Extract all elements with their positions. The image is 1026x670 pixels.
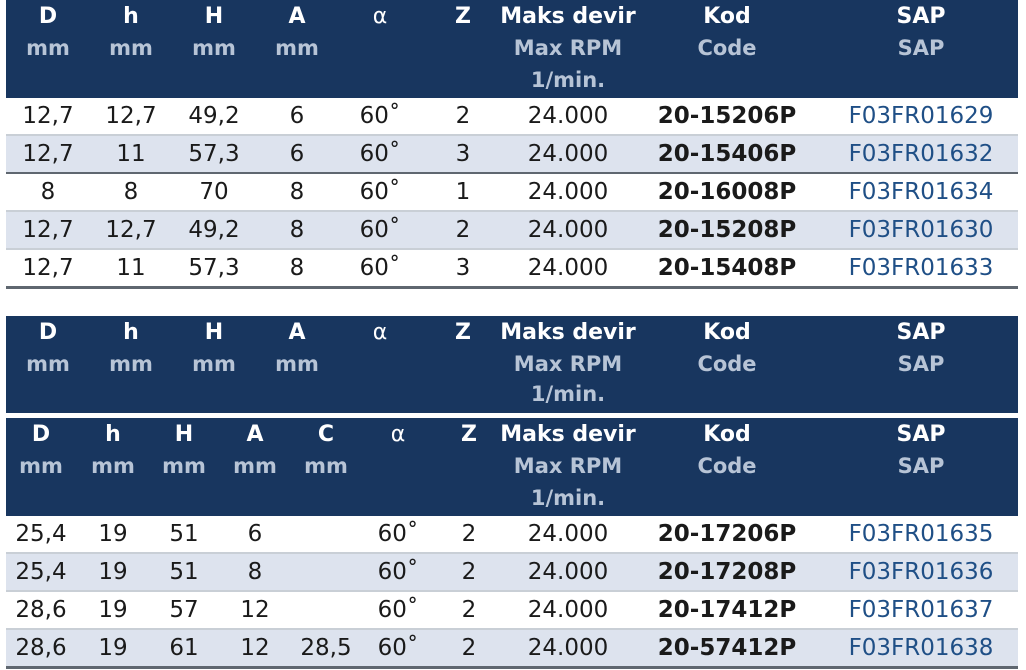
col-unit-h: mm [91, 454, 135, 478]
cell-H: 57 [169, 597, 199, 623]
col-header-code-en: Code [697, 352, 757, 376]
cell-code: 20-17208P [657, 559, 797, 585]
cell-Z: 2 [461, 597, 477, 623]
table-2 [6, 316, 1018, 669]
col-unit-h: mm [109, 36, 153, 60]
cell-rpm: 24.000 [527, 179, 609, 205]
col-header-sap-tr: SAP [896, 422, 946, 447]
cell-sap: F03FR01636 [848, 559, 994, 585]
col-header-H: H [204, 320, 224, 345]
cell-D: 28,6 [15, 635, 67, 661]
cell-rpm: 24.000 [527, 141, 609, 167]
col-header-sap-tr: SAP [896, 320, 946, 345]
col-header-A: A [288, 320, 306, 345]
col-header-rpm-tr: Maks devir [500, 422, 636, 447]
cell-alpha: 60˚ [377, 597, 419, 623]
cell-D: 8 [40, 179, 56, 205]
cell-sap: F03FR01629 [848, 103, 994, 129]
col-unit-rpm: 1/min. [530, 68, 606, 92]
col-header-Z: Z [455, 4, 471, 29]
col-header-D: D [31, 422, 51, 447]
col-unit-D: mm [26, 352, 70, 376]
col-header-rpm-en: Max RPM [513, 36, 623, 60]
cell-code: 20-57412P [657, 635, 797, 661]
col-header-code-tr: Kod [703, 320, 751, 345]
cell-Z: 3 [455, 255, 471, 281]
cell-Z: 3 [455, 141, 471, 167]
cell-h: 8 [123, 179, 139, 205]
col-unit-H: mm [192, 352, 236, 376]
cell-sap: F03FR01634 [848, 179, 994, 205]
col-header-rpm-tr: Maks devir [500, 320, 636, 345]
cell-h: 19 [98, 635, 128, 661]
cell-D: 25,4 [15, 559, 67, 585]
col-header-h: h [105, 422, 121, 447]
cell-H: 61 [169, 635, 199, 661]
col-header-D: D [38, 4, 58, 29]
table-1-body [6, 98, 1018, 289]
cell-h: 19 [98, 521, 128, 547]
col-unit-H: mm [192, 36, 236, 60]
col-header-rpm-en: Max RPM [513, 454, 623, 478]
col-unit-D: mm [26, 36, 70, 60]
cell-sap: F03FR01632 [848, 141, 994, 167]
cell-H: 51 [169, 559, 199, 585]
cell-H: 57,3 [188, 255, 240, 281]
cell-alpha: 60˚ [377, 559, 419, 585]
table-row [6, 592, 1018, 630]
cell-H: 49,2 [188, 103, 240, 129]
col-header-alpha: α [372, 320, 388, 345]
cell-A: 12 [240, 635, 270, 661]
col-header-h: h [123, 320, 139, 345]
cell-A: 12 [240, 597, 270, 623]
cell-h: 12,7 [105, 217, 157, 243]
col-unit-A: mm [233, 454, 277, 478]
table-row [6, 174, 1018, 212]
cell-h: 11 [116, 141, 146, 167]
cell-code: 20-17206P [657, 521, 797, 547]
cell-D: 12,7 [22, 141, 74, 167]
cell-code: 20-15408P [657, 255, 797, 281]
cell-H: 49,2 [188, 217, 240, 243]
cell-h: 12,7 [105, 103, 157, 129]
table-row [6, 136, 1018, 174]
col-unit-h: mm [109, 352, 153, 376]
table-2-body [6, 516, 1018, 669]
cell-alpha: 60˚ [377, 635, 419, 661]
cell-Z: 2 [461, 521, 477, 547]
cell-A: 6 [247, 521, 263, 547]
table-2-header-a [6, 316, 1018, 413]
cell-alpha: 60˚ [359, 217, 401, 243]
col-header-H: H [174, 422, 194, 447]
cell-sap: F03FR01633 [848, 255, 994, 281]
cell-code: 20-15208P [657, 217, 797, 243]
cell-alpha: 60˚ [359, 141, 401, 167]
cell-h: 11 [116, 255, 146, 281]
cell-D: 28,6 [15, 597, 67, 623]
col-unit-C: mm [304, 454, 348, 478]
cell-code: 20-15206P [657, 103, 797, 129]
table-row [6, 250, 1018, 289]
table-row [6, 516, 1018, 554]
cell-Z: 2 [461, 559, 477, 585]
col-header-code-en: Code [697, 36, 757, 60]
col-header-sap-en: SAP [897, 454, 945, 478]
col-unit-H: mm [162, 454, 206, 478]
cell-sap: F03FR01637 [848, 597, 994, 623]
cell-Z: 2 [455, 217, 471, 243]
cell-D: 12,7 [22, 217, 74, 243]
col-header-sap-en: SAP [897, 352, 945, 376]
table-row [6, 554, 1018, 592]
cell-alpha: 60˚ [359, 179, 401, 205]
cell-A: 6 [289, 103, 305, 129]
cell-A: 8 [289, 217, 305, 243]
col-header-code-tr: Kod [703, 422, 751, 447]
col-header-D: D [38, 320, 58, 345]
col-unit-rpm: 1/min. [530, 486, 606, 510]
cell-h: 19 [98, 559, 128, 585]
cell-sap: F03FR01638 [848, 635, 994, 661]
col-header-sap-en: SAP [897, 36, 945, 60]
cell-H: 70 [199, 179, 229, 205]
col-header-C: C [317, 422, 335, 447]
cell-Z: 2 [455, 103, 471, 129]
cell-H: 51 [169, 521, 199, 547]
cell-C: 28,5 [300, 635, 352, 661]
cell-Z: 1 [455, 179, 471, 205]
cell-D: 12,7 [22, 103, 74, 129]
col-header-Z: Z [455, 320, 471, 345]
table-row [6, 630, 1018, 669]
cell-A: 8 [289, 255, 305, 281]
cell-rpm: 24.000 [527, 597, 609, 623]
table-1-header [6, 0, 1018, 98]
cell-A: 8 [247, 559, 263, 585]
col-header-A: A [288, 4, 306, 29]
col-header-A: A [246, 422, 264, 447]
cell-D: 12,7 [22, 255, 74, 281]
cell-sap: F03FR01630 [848, 217, 994, 243]
col-unit-A: mm [275, 36, 319, 60]
cell-alpha: 60˚ [359, 103, 401, 129]
cell-alpha: 60˚ [359, 255, 401, 281]
col-header-alpha: α [390, 422, 406, 447]
cell-A: 6 [289, 141, 305, 167]
cell-rpm: 24.000 [527, 635, 609, 661]
cell-h: 19 [98, 597, 128, 623]
cell-A: 8 [289, 179, 305, 205]
cell-rpm: 24.000 [527, 103, 609, 129]
col-unit-rpm: 1/min. [530, 382, 606, 406]
cell-code: 20-16008P [657, 179, 797, 205]
cell-Z: 2 [461, 635, 477, 661]
cell-H: 57,3 [188, 141, 240, 167]
col-header-h: h [123, 4, 139, 29]
col-header-Z: Z [461, 422, 477, 447]
col-header-H: H [204, 4, 224, 29]
cell-rpm: 24.000 [527, 217, 609, 243]
table-row [6, 212, 1018, 250]
col-header-alpha: α [372, 4, 388, 29]
cell-D: 25,4 [15, 521, 67, 547]
cell-alpha: 60˚ [377, 521, 419, 547]
table-2-header-b [6, 418, 1018, 516]
cell-sap: F03FR01635 [848, 521, 994, 547]
col-header-code-tr: Kod [703, 4, 751, 29]
col-header-rpm-en: Max RPM [513, 352, 623, 376]
cell-rpm: 24.000 [527, 255, 609, 281]
col-unit-D: mm [19, 454, 63, 478]
cell-rpm: 24.000 [527, 521, 609, 547]
col-unit-A: mm [275, 352, 319, 376]
cell-code: 20-17412P [657, 597, 797, 623]
table-row [6, 98, 1018, 136]
table-1 [6, 0, 1018, 289]
col-header-sap-tr: SAP [896, 4, 946, 29]
col-header-code-en: Code [697, 454, 757, 478]
col-header-rpm-tr: Maks devir [500, 4, 636, 29]
cell-code: 20-15406P [657, 141, 797, 167]
cell-rpm: 24.000 [527, 559, 609, 585]
